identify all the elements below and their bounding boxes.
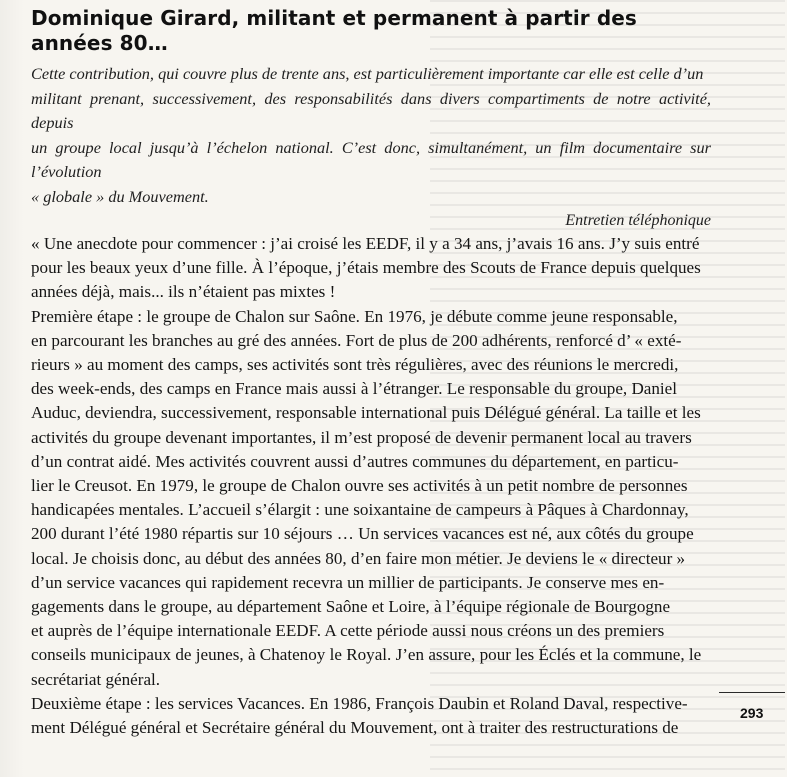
paragraph-first-stage xyxy=(31,305,711,692)
body-line: pour les beaux yeux d’une fille. À l’époque, j’étais membre des Scouts de France depuis quelques xyxy=(31,258,701,278)
body-line: et auprès de l’équipe internationale EEDF. A cette période aussi nous créons un des premiers xyxy=(31,621,665,641)
body-line: 200 durant l’été 1980 répartis sur 10 séjours … Un services vacances est né, aux côtés du groupe xyxy=(31,524,694,544)
page-number: 293 xyxy=(740,705,764,721)
paragraph-second-stage xyxy=(31,692,711,740)
body-line: secrétariat général. xyxy=(31,669,161,689)
body-line: d’un service vacances qui rapidement recevra un millier de participants. Je conserve mes en- xyxy=(31,572,665,592)
body-line: Auduc, deviendra, successivement, responsable international puis Délégué général. La taille et les xyxy=(31,403,701,423)
intro-line: « globale » du Mouvement. xyxy=(31,186,209,206)
body-line: activités du groupe devenant importantes, il m’est proposé de devenir permanent local au travers xyxy=(31,427,692,447)
paragraph-anecdote xyxy=(31,232,711,305)
body-line: années déjà, mais... ils n’étaient pas mixtes ! xyxy=(31,282,336,302)
body-line: en parcourant les branches au gré des années. Fort de plus de 200 adhérents, renforcé d’ « exté- xyxy=(31,330,682,350)
body-line: d’un contrat aidé. Mes activités couvrent aussi d’autres communes du département, en particu- xyxy=(31,451,679,471)
interview-label: Entretien téléphonique xyxy=(565,212,711,229)
introduction xyxy=(31,62,711,209)
body-line: « Une anecdote pour commencer : j’ai croisé les EEDF, il y a 34 ans, j’avais 16 ans. J’y suis entré xyxy=(31,234,700,253)
body-line: local. Je choisis donc, au début des années 80, d’en faire mon métier. Je deviens le « directeur » xyxy=(31,548,686,568)
intro-line: militant prenant, successivement, des responsabilités dans divers compartiments de notre activité, depuis xyxy=(31,88,711,132)
body-line: ment Délégué général et Secrétaire général du Mouvement, ont à traiter des restructurations de xyxy=(31,718,679,738)
body-line: des week-ends, des camps en France mais aussi à l’étranger. Le responsable du groupe, Daniel xyxy=(31,379,678,399)
body-line: Deuxième étape : les services Vacances. En 1986, François Daubin et Roland Daval, respective- xyxy=(31,693,688,713)
intro-line: un groupe local jusqu’à l’échelon national. C’est donc, simultanément, un film documentaire sur l’évolution xyxy=(31,137,711,181)
article-title: Dominique Girard, militant et permanent à partir des années 80… xyxy=(31,6,637,55)
body-line: handicapées mentales. L’accueil s’élargit : une soixantaine de campeurs à Pâques à Chardonnay, xyxy=(31,500,689,520)
body-line: lier le Creusot. En 1979, le groupe de Chalon ouvre ses activités à un petit nombre de personnes xyxy=(31,476,688,496)
body-line: rieurs » au moment des camps, ses activités sont très régulières, avec des réunions le mercredi, xyxy=(31,355,679,375)
page-number-rule xyxy=(719,692,785,693)
body-line: gagements dans le groupe, au département Saône et Loire, à l’équipe régionale de Bourgogne xyxy=(31,597,671,617)
body-line: conseils municipaux de jeunes, à Chatenoy le Royal. J’en assure, pour les Éclés et la commune, le xyxy=(31,645,702,665)
body-line: Première étape : le groupe de Chalon sur Saône. En 1976, je débute comme jeune responsable, xyxy=(31,306,678,326)
page-content xyxy=(31,6,711,740)
intro-line: Cette contribution, qui couvre plus de trente ans, est particulièrement importante car elle est celle d’un xyxy=(31,64,704,83)
